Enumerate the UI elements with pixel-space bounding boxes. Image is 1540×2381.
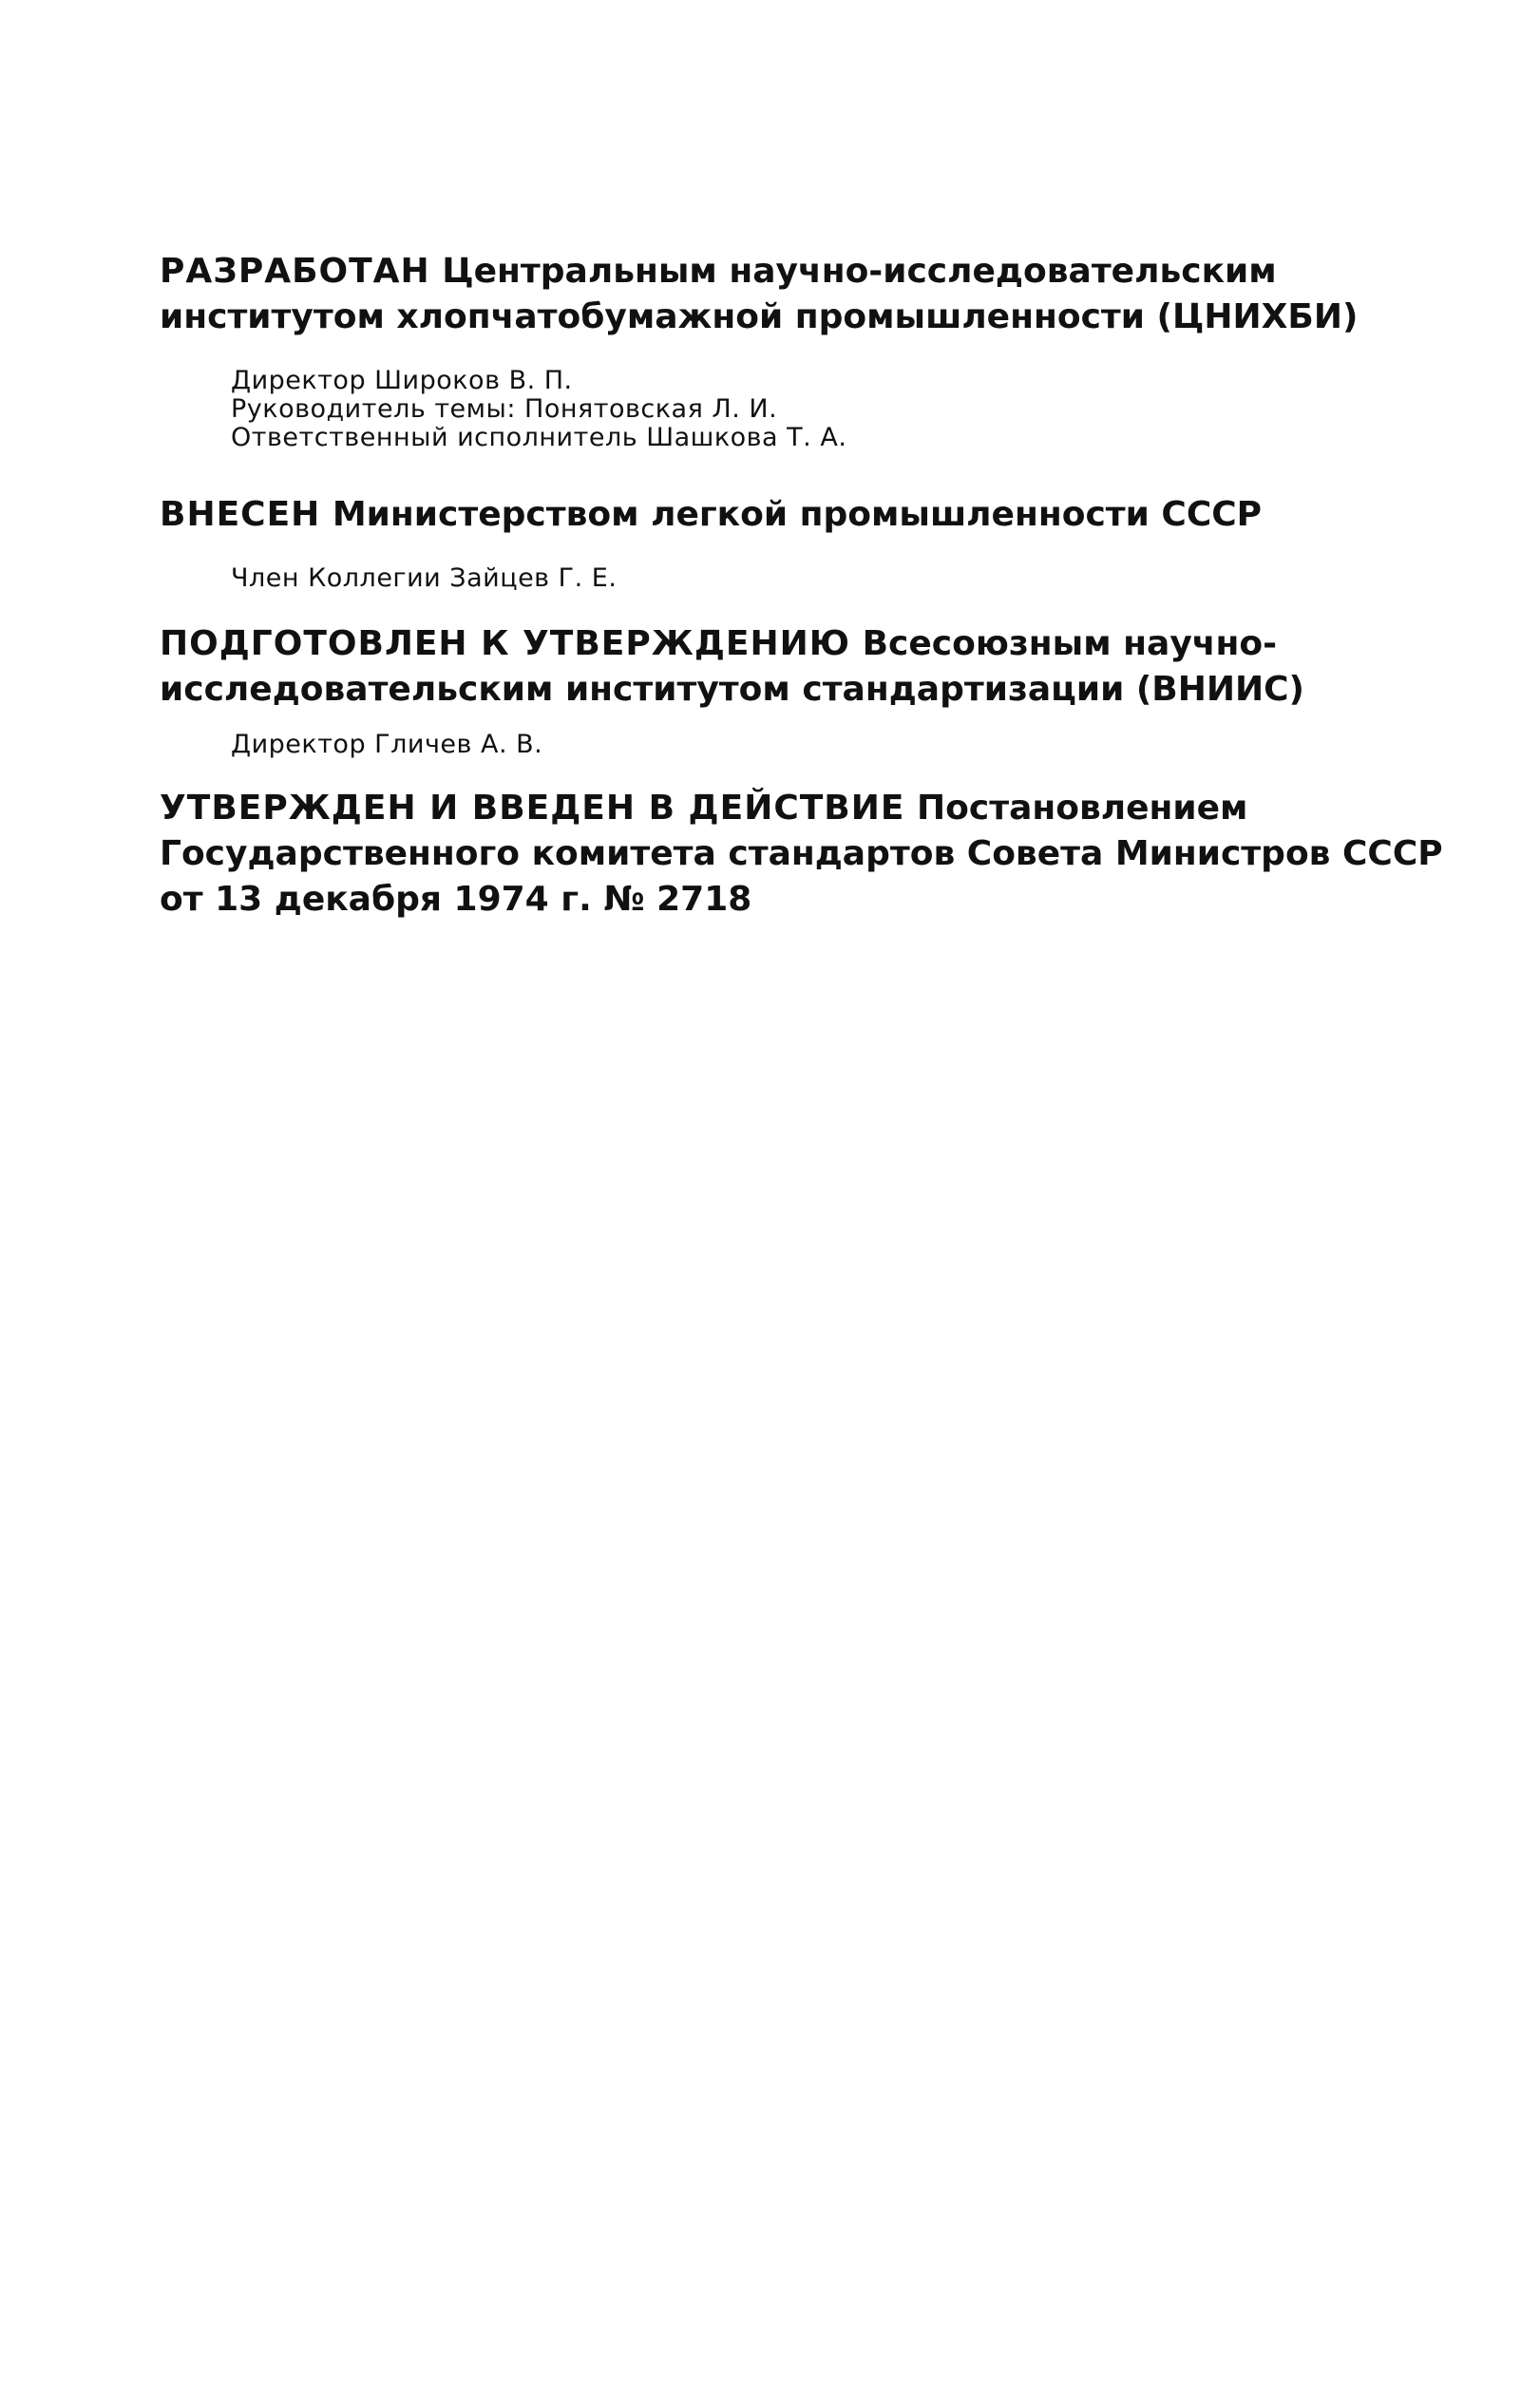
detail-line: Член Коллегии Зайцев Г. Е. (231, 563, 618, 593)
detail-line: Директор Гличев А. В. (231, 730, 543, 759)
section-introduced (160, 492, 1471, 538)
section-prepared-details (160, 731, 1471, 759)
section-approved (160, 786, 1471, 923)
section-introduced-details (160, 564, 1471, 593)
section-developed-details (160, 367, 1471, 452)
section-keyword: ВНЕСЕН (160, 495, 321, 534)
section-prepared-lead (160, 621, 1471, 713)
detail-line: Ответственный исполнитель Шашкова Т. А. (231, 423, 847, 452)
section-developed (160, 249, 1471, 340)
section-keyword: УТВЕРЖДЕН И ВВЕДЕН В ДЕЙСТВИЕ (160, 789, 905, 828)
section-developed-lead (160, 249, 1471, 340)
section-text: Центральным научно-исследовательским институтом хлопчатобумажной промышленности (ЦНИХБИ) (160, 252, 1359, 336)
section-keyword: ПОДГОТОВЛЕН К УТВЕРЖДЕНИЮ (160, 624, 851, 663)
section-text: Постановлением Государственного комитета стандартов Совета Министров СССР от 13 декабря 1974 г. № 2718 (160, 789, 1443, 919)
detail-line: Директор Широков В. П. (231, 366, 573, 395)
section-introduced-lead (160, 492, 1471, 538)
section-keyword: РАЗРАБОТАН (160, 252, 430, 291)
detail-line: Руководитель темы: Понятовская Л. И. (231, 394, 778, 424)
section-prepared (160, 621, 1471, 713)
section-text: Министерством легкой промышленности СССР (332, 495, 1263, 534)
section-text: Всесоюзным научно-исследовательским институтом стандартизации (ВНИИС) (160, 624, 1304, 709)
section-approved-lead (160, 786, 1471, 923)
